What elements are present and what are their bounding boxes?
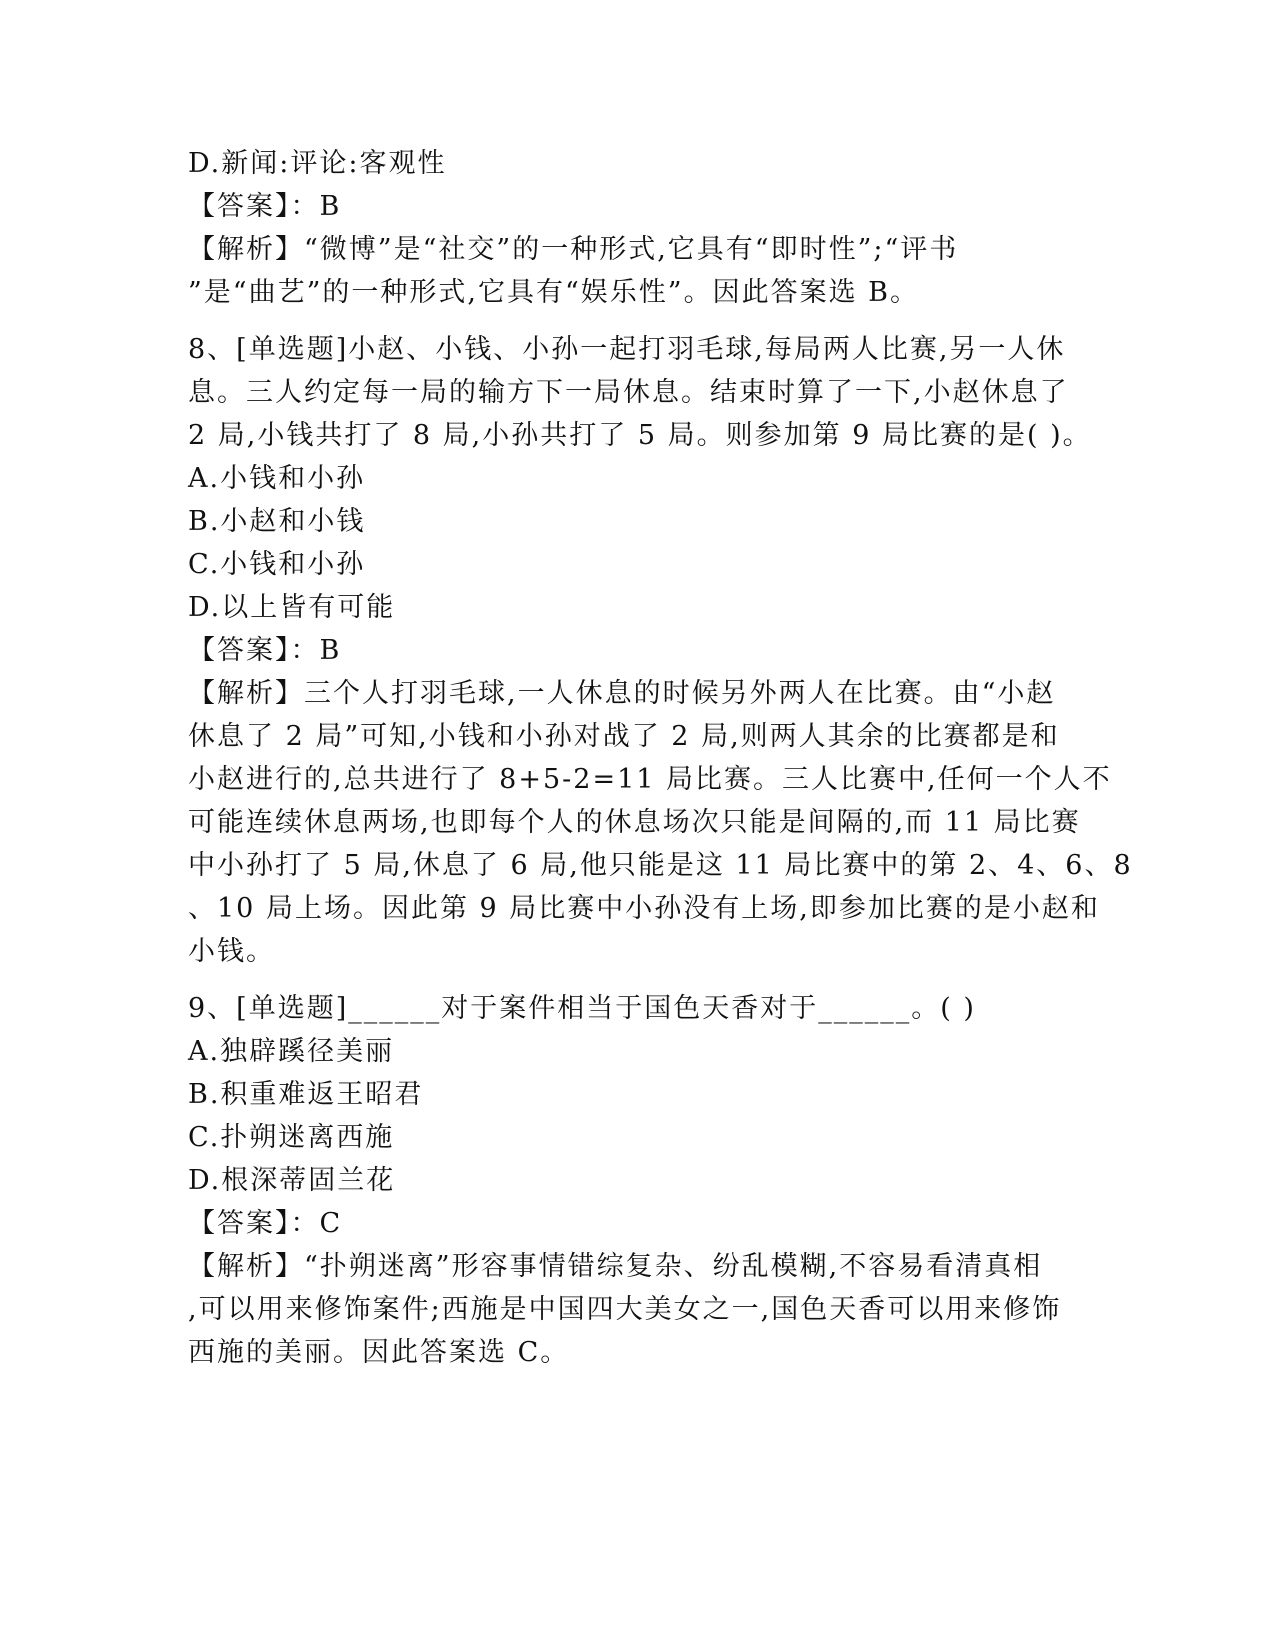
q8-analysis-line: 休息了 2 局”可知,小钱和小孙对战了 2 局,则两人其余的比赛都是和 <box>188 721 1060 752</box>
q9-option-c: C.扑朔迷离西施 <box>188 1122 395 1153</box>
q8-analysis-line: 小钱。 <box>188 936 275 967</box>
q8-question-line: 2 局,小钱共打了 8 局,小孙共打了 5 局。则参加第 9 局比赛的是( )。 <box>188 420 1092 451</box>
q8-option-b: B.小赵和小钱 <box>188 506 366 537</box>
q8-option-d: D.以上皆有可能 <box>188 592 396 623</box>
q9-option-b: B.积重难返王昭君 <box>188 1079 424 1110</box>
q9-option-a: A.独辟蹊径美丽 <box>188 1036 395 1067</box>
q7-analysis-line: 【解析】“微博”是“社交”的一种形式,它具有“即时性”;“评书 <box>188 234 959 265</box>
q9-analysis-line: 【解析】“扑朔迷离”形容事情错综复杂、纷乱模糊,不容易看清真相 <box>188 1251 1043 1282</box>
question-7-tail <box>188 142 1088 314</box>
q9-question: 9、[单选题]______对于案件相当于国色天香对于______。( ) <box>188 993 976 1024</box>
q8-analysis-line: 中小孙打了 5 局,休息了 6 局,他只能是这 11 局比赛中的第 2、4、6、8 <box>188 850 1133 881</box>
q9-analysis-line: ,可以用来修饰案件;西施是中国四大美女之一,国色天香可以用来修饰 <box>188 1294 1062 1325</box>
q9-answer: 【答案】：C <box>188 1208 343 1239</box>
q8-analysis-line: 小赵进行的,总共进行了 8+5-2=11 局比赛。三人比赛中,任何一个人不 <box>188 764 1112 795</box>
q8-option-c: C.小钱和小孙 <box>188 549 366 580</box>
q8-answer: 【答案】：B <box>188 635 342 666</box>
q8-analysis-line: 、10 局上场。因此第 9 局比赛中小孙没有上场,即参加比赛的是小赵和 <box>188 893 1100 924</box>
document-page <box>188 142 1133 1374</box>
q8-analysis-line: 可能连续休息两场,也即每个人的休息场次只能是间隔的,而 11 局比赛 <box>188 807 1081 838</box>
q9-analysis-line: 西施的美丽。因此答案选 C。 <box>188 1337 570 1368</box>
q8-option-a: A.小钱和小孙 <box>188 463 366 494</box>
q8-question-line: 8、[单选题]小赵、小钱、小孙一起打羽毛球,每局两人比赛,另一人休 <box>188 334 1066 365</box>
question-9 <box>188 987 1088 1374</box>
q8-analysis-line: 【解析】三个人打羽毛球,一人休息的时候另外两人在比赛。由“小赵 <box>188 678 1056 709</box>
q7-analysis-line: ”是“曲艺”的一种形式,它具有“娱乐性”。因此答案选 B。 <box>188 277 920 308</box>
q7-option-d: D.新闻:评论:客观性 <box>188 148 447 179</box>
q7-answer: 【答案】：B <box>188 191 342 222</box>
q8-question-line: 息。三人约定每一局的输方下一局休息。结束时算了一下,小赵休息了 <box>188 377 1069 408</box>
question-8 <box>188 328 1133 973</box>
q9-option-d: D.根深蒂固兰花 <box>188 1165 396 1196</box>
